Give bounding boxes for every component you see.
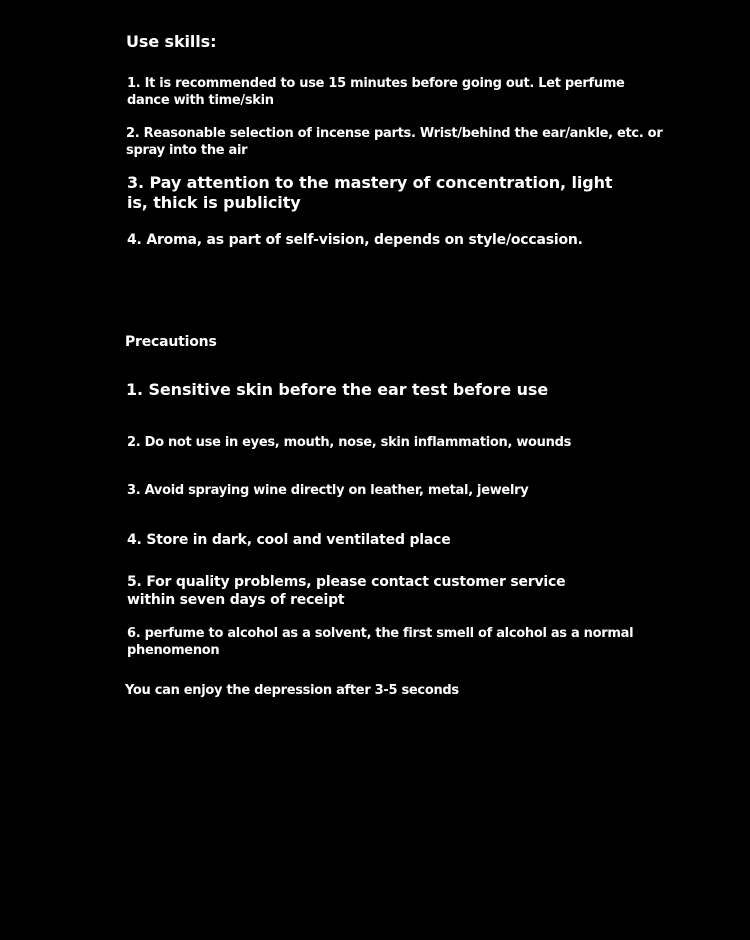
precautions-item-4: 4. Store in dark, cool and ventilated place [127,532,451,548]
use-skills-item-1: 1. It is recommended to use 15 minutes before going out. Let perfume dance with time/skin [127,76,625,108]
precautions-item-3: 3. Avoid spraying wine directly on leather, metal, jewelry [127,483,529,498]
use-skills-item-3: 3. Pay attention to the mastery of concentration, light is, thick is publicity [127,173,613,212]
precautions-heading: Precautions [125,334,217,350]
use-skills-heading: Use skills: [126,32,217,51]
precautions-item-5: 5. For quality problems, please contact customer service within seven days of receipt [127,574,566,608]
use-skills-item-4: 4. Aroma, as part of self-vision, depends on style/occasion. [127,232,583,248]
precautions-footer-note: You can enjoy the depression after 3-5 seconds [125,683,459,698]
precautions-item-6: 6. perfume to alcohol as a solvent, the first smell of alcohol as a normal phenomenon [127,626,634,658]
use-skills-item-2: 2. Reasonable selection of incense parts. Wrist/behind the ear/ankle, etc. or spray into the air [126,126,663,158]
precautions-item-2: 2. Do not use in eyes, mouth, nose, skin inflammation, wounds [127,435,572,450]
precautions-item-1: 1. Sensitive skin before the ear test before use [126,380,549,399]
